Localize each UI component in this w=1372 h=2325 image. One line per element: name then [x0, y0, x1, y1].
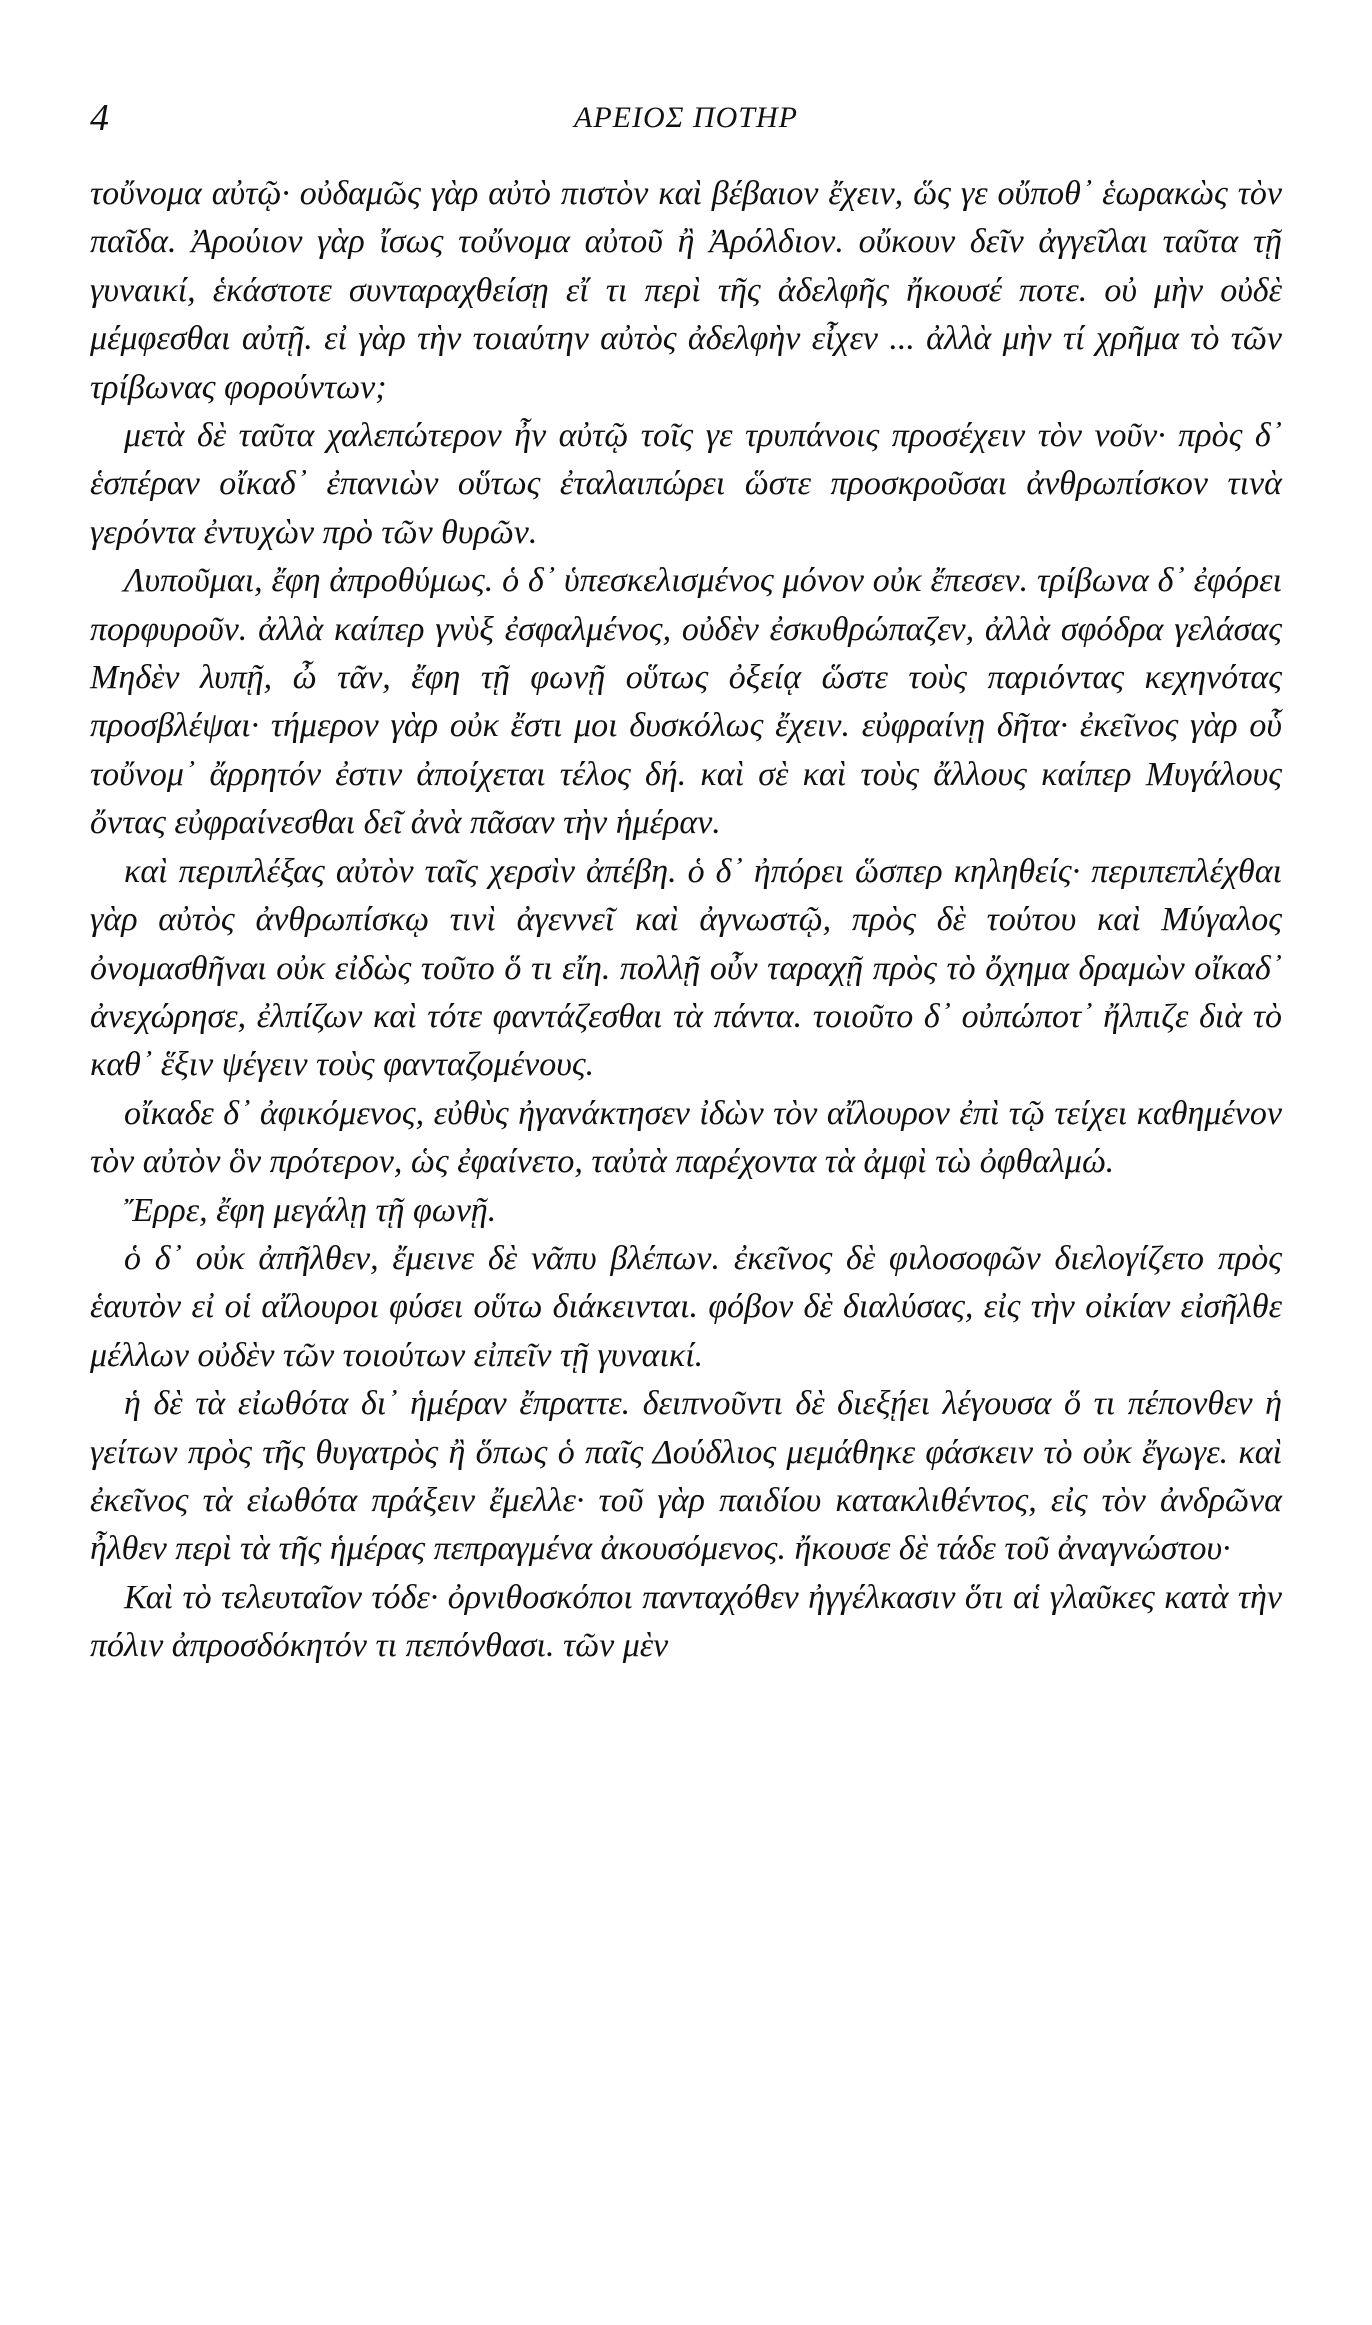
page-number: 4	[90, 97, 109, 139]
paragraph-6: Ἔρρε, ἔφη μεγάλῃ τῇ φωνῇ.	[124, 1191, 497, 1229]
paragraph-9: Καὶ τὸ τελευταῖον τόδε· ὀρνιθοσκόποι πανταχόθεν ἠγγέλκασιν ὅτι αἱ γλαῦκες κατὰ τὴν πόλιν ἀπροσδόκητόν τι πεπόνθασι. τῶν μὲν	[90, 1578, 1282, 1665]
paragraph-7: ὁ δ᾽ οὐκ ἀπῆλθεν, ἔμεινε δὲ νᾶπυ βλέπων. ἐκεῖνος δὲ φιλοσοφῶν διελογίζετο πρὸς ἑαυτὸν εἰ οἱ αἴλουροι φύσει οὕτω διάκεινται. φόβον δὲ διαλύσας, εἰς τὴν οἰκίαν εἰσῆλθε μέλλων οὐδὲν τῶν τοιούτων εἰπεῖν τῇ γυναικί.	[90, 1239, 1282, 1374]
page-header	[0, 88, 1372, 148]
paragraph-8: ἡ δὲ τὰ εἰωθότα δι᾽ ἡμέραν ἔπραττε. δειπνοῦντι δὲ διεξῄει λέγουσα ὅ τι πέπονθεν ἡ γείτων πρὸς τῆς θυγατρὸς ἢ ὅπως ὁ παῖς Δούδλιος μεμάθηκε φάσκειν τὸ οὐκ ἔγωγε. καὶ ἐκεῖνος τὰ εἰωθότα πράξειν ἔμελλε· τοῦ γὰρ παιδίου κατακλιθέντος, εἰς τὸν ἀνδρῶνα ἦλθεν περὶ τὰ τῆς ἡμέρας πεπραγμένα ἀκουσόμενος. ἤκουσε δὲ τάδε τοῦ ἀναγνώστου·	[90, 1385, 1282, 1568]
paragraph-3: Λυποῦμαι, ἔφη ἀπροθύμως. ὁ δ᾽ ὑπεσκελισμένος μόνον οὐκ ἔπεσεν. τρίβωνα δ᾽ ἐφόρει πορφυροῦν. ἀλλὰ καίπερ γνὺξ ἐσφαλμένος, οὐδὲν ἐσκυθρώπαζεν, ἀλλὰ σφόδρα γελάσας Μηδὲν λυπῇ, ὦ τᾶν, ἔφη τῇ φωνῇ οὕτως ὀξείᾳ ὥστε τοὺς παριόντας κεχηνότας προσβλέψαι· τήμερον γὰρ οὐκ ἔστι μοι δυσκόλως ἔχειν. εὐφραίνῃ δῆτα· ἐκεῖνος γὰρ οὗ τοὔνομ᾽ ἄρρητόν ἐστιν ἀποίχεται τέλος δή. καὶ σὲ καὶ τοὺς ἄλλους καίπερ Μυγάλους ὄντας εὐφραίνεσθαι δεῖ ἀνὰ πᾶσαν τὴν ἡμέραν.	[90, 562, 1282, 842]
paragraph-5: οἴκαδε δ᾽ ἀφικόμενος, εὐθὺς ἠγανάκτησεν ἰδὼν τὸν αἴλουρον ἐπὶ τῷ τείχει καθημένον τὸν αὐτὸν ὃν πρότερον, ὡς ἐφαίνετο, ταὐτὰ παρέχοντα τὰ ἀμφὶ τὼ ὀφθαλμώ.	[90, 1094, 1282, 1181]
running-title: ΑΡΕΙΟΣ ΠΟΤΗΡ	[574, 101, 798, 134]
text-body	[90, 170, 1282, 1671]
paragraph-4: καὶ περιπλέξας αὐτὸν ταῖς χερσὶν ἀπέβη. ὁ δ᾽ ἠπόρει ὥσπερ κηληθείς· περιπεπλέχθαι γὰρ αὐτὸς ἀνθρωπίσκῳ τινὶ ἀγεννεῖ καὶ ἀγνωστῷ, πρὸς δὲ τούτου καὶ Μύγαλος ὀνομασθῆναι οὐκ εἰδὼς τοῦτο ὅ τι εἴη. πολλῇ οὖν ταραχῇ πρὸς τὸ ὄχημα δραμὼν οἴκαδ᾽ ἀνεχώρησε, ἐλπίζων καὶ τότε φαντάζεσθαι τὰ πάντα. τοιοῦτο δ᾽ οὐπώποτ᾽ ἤλπιζε διὰ τὸ καθ᾽ ἕξιν ψέγειν τοὺς φανταζομένους.	[90, 852, 1282, 1084]
paragraph-1: τοὔνομα αὐτῷ· οὐδαμῶς γὰρ αὐτὸ πιστὸν καὶ βέβαιον ἔχειν, ὥς γε οὔποθ᾽ ἑωρακὼς τὸν παῖδα. Ἀρούιον γὰρ ἴσως τοὔνομα αὐτοῦ ἢ Ἀρόλδιον. οὔκουν δεῖν ἀγγεῖλαι ταῦτα τῇ γυναικί, ἑκάστοτε συνταραχθείσῃ εἴ τι περὶ τῆς ἀδελφῆς ἤκουσέ ποτε. οὐ μὴν οὐδὲ μέμφεσθαι αὐτῇ. εἰ γὰρ τὴν τοιαύτην αὐτὸς ἀδελφὴν εἶχεν ... ἀλλὰ μὴν τί χρῆμα τὸ τῶν τρίβωνας φορούντων;	[90, 175, 1282, 406]
paragraph-2: μετὰ δὲ ταῦτα χαλεπώτερον ἦν αὐτῷ τοῖς γε τρυπάνοις προσέχειν τὸν νοῦν· πρὸς δ᾽ ἑσπέραν οἴκαδ᾽ ἐπανιὼν οὕτως ἐταλαιπώρει ὥστε προσκροῦσαι ἀνθρωπίσκον τινὰ γερόντα ἐντυχὼν πρὸ τῶν θυρῶν.	[90, 417, 1282, 551]
